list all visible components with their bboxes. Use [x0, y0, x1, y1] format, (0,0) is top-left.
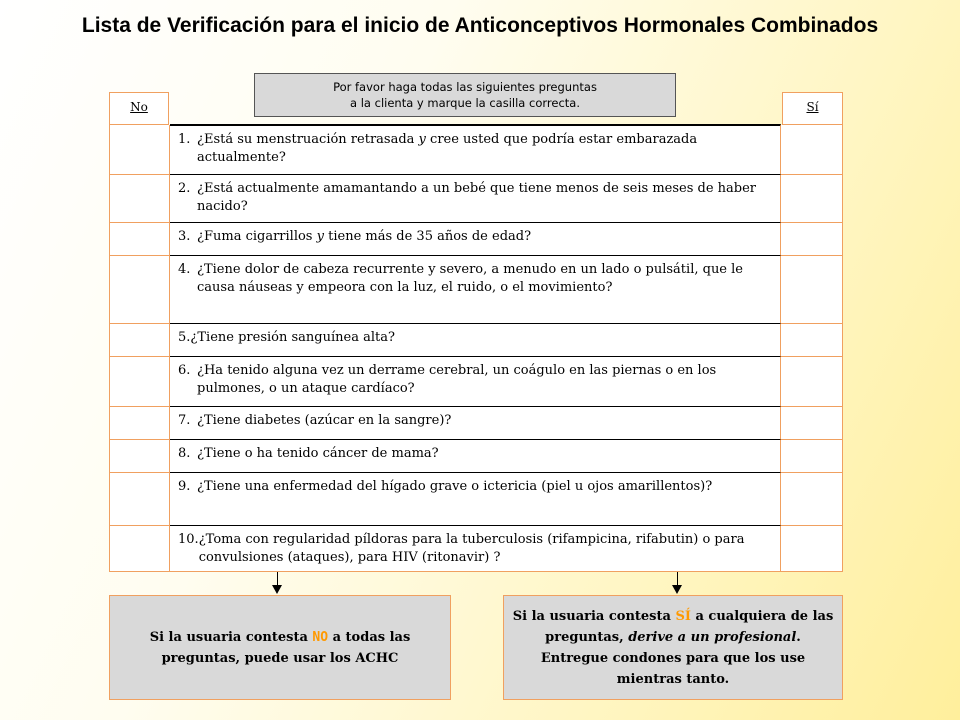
question-text: ¿Tiene una enfermedad del hígado grave o ictericia (piel u ojos amarillentos)?: [197, 479, 713, 494]
checkbox-no-5[interactable]: [110, 324, 170, 356]
checkbox-si-10[interactable]: [781, 526, 843, 571]
question-text: ¿Tiene dolor de cabeza recurrente y severo, a menudo en un lado o pulsátil, que le causa náuseas y empeora con la luz, el ruido, o el movimiento?: [197, 262, 743, 295]
arrow-si-line: [677, 572, 678, 586]
checklist-table: [109, 125, 843, 572]
question-row-4: [110, 255, 843, 323]
question-7: [170, 406, 781, 439]
checkbox-no-7[interactable]: [110, 407, 170, 439]
question-number: 6.: [178, 363, 191, 378]
checkbox-no-6[interactable]: [110, 357, 170, 406]
column-header-si: Sí: [782, 92, 843, 125]
question-row-7: [110, 406, 843, 439]
instruction-box: [254, 73, 676, 117]
result-no-text-cont: a todas las preguntas, puede usar los ACHC: [161, 629, 411, 666]
question-emphasis: y: [418, 132, 426, 147]
question-8: [170, 439, 781, 472]
question-text: ¿Toma con regularidad píldoras para la tuberculosis (rifampicina, rifabutin) o para convulsiones (ataques), para HIV (ritonavir) ?: [198, 532, 745, 565]
result-box-no: [109, 595, 451, 700]
checkbox-si-1[interactable]: [781, 125, 843, 174]
checkbox-si-3[interactable]: [781, 223, 843, 255]
checkbox-no-4[interactable]: [110, 256, 170, 323]
question-row-5: [110, 323, 843, 356]
instruction-line-1: Por favor haga todas las siguientes preguntas: [333, 80, 597, 94]
question-number: 8.: [178, 446, 191, 461]
question-emphasis: y: [316, 229, 324, 244]
checkbox-si-4[interactable]: [781, 256, 843, 323]
question-number: 7.: [178, 413, 191, 428]
question-5: [170, 323, 781, 356]
question-number: 5.: [178, 330, 191, 345]
question-9: [170, 472, 781, 525]
result-si-text-cont: a cualquiera de las preguntas,: [545, 608, 834, 645]
question-2: [170, 174, 781, 222]
result-si-text: Si la usuaria contesta: [512, 608, 676, 624]
checkbox-no-9[interactable]: [110, 473, 170, 525]
checkbox-si-5[interactable]: [781, 324, 843, 356]
question-text: ¿Ha tenido alguna vez un derrame cerebral, un coágulo en las piernas o en los pulmones, o un ataque cardíaco?: [197, 363, 717, 396]
checkbox-no-10[interactable]: [110, 526, 170, 571]
question-row-2: [110, 174, 843, 222]
question-10: [170, 525, 781, 571]
question-text: ¿Está actualmente amamantando a un bebé que tiene menos de seis meses de haber nacido?: [197, 181, 757, 214]
question-number: 10.: [178, 532, 199, 547]
arrow-no-line: [277, 572, 278, 586]
question-row-9: [110, 472, 843, 525]
arrow-down-icon: [272, 585, 282, 594]
question-row-8: [110, 439, 843, 472]
question-number: 2.: [178, 181, 191, 196]
checkbox-no-3[interactable]: [110, 223, 170, 255]
question-text-cont: cree usted que podría estar embarazada actualmente?: [197, 132, 698, 165]
question-number: 9.: [178, 479, 191, 494]
question-text: ¿Tiene diabetes (azúcar en la sangre)?: [197, 413, 452, 428]
checkbox-si-9[interactable]: [781, 473, 843, 525]
checkbox-no-2[interactable]: [110, 175, 170, 222]
result-si-text-end: . Entregue condones para que los use mientras tanto.: [540, 629, 806, 687]
question-text: ¿Está su menstruación retrasada: [197, 132, 419, 147]
instruction-line-2: a la clienta y marque la casilla correcta.: [350, 96, 580, 110]
question-row-10: [110, 525, 843, 571]
checkbox-no-1[interactable]: [110, 125, 170, 174]
question-3: [170, 222, 781, 255]
result-si-highlight: SÍ: [675, 608, 691, 624]
question-number: 1.: [178, 132, 191, 147]
question-6: [170, 356, 781, 406]
result-no-highlight: NO: [312, 629, 329, 645]
question-text: ¿Tiene o ha tenido cáncer de mama?: [197, 446, 439, 461]
result-box-si: [503, 595, 843, 700]
question-row-3: [110, 222, 843, 255]
question-text: ¿Tiene presión sanguínea alta?: [190, 330, 395, 345]
question-text: ¿Fuma cigarrillos: [197, 229, 317, 244]
page-title: Lista de Verificación para el inicio de Anticonceptivos Hormonales Combinados: [81, 14, 879, 37]
checkbox-si-7[interactable]: [781, 407, 843, 439]
arrow-down-icon: [672, 585, 682, 594]
question-row-1: [110, 125, 843, 174]
checkbox-si-8[interactable]: [781, 440, 843, 472]
question-4: [170, 255, 781, 323]
question-row-6: [110, 356, 843, 406]
checkbox-si-6[interactable]: [781, 357, 843, 406]
question-1: [170, 124, 781, 174]
result-si-emphasis: derive a un profesional: [628, 629, 797, 645]
question-text-cont: tiene más de 35 años de edad?: [323, 229, 532, 244]
column-header-no: No: [109, 92, 169, 125]
checkbox-no-8[interactable]: [110, 440, 170, 472]
checkbox-si-2[interactable]: [781, 175, 843, 222]
question-number: 4.: [178, 262, 191, 277]
question-number: 3.: [178, 229, 191, 244]
result-no-text: Si la usuaria contesta: [149, 629, 313, 645]
